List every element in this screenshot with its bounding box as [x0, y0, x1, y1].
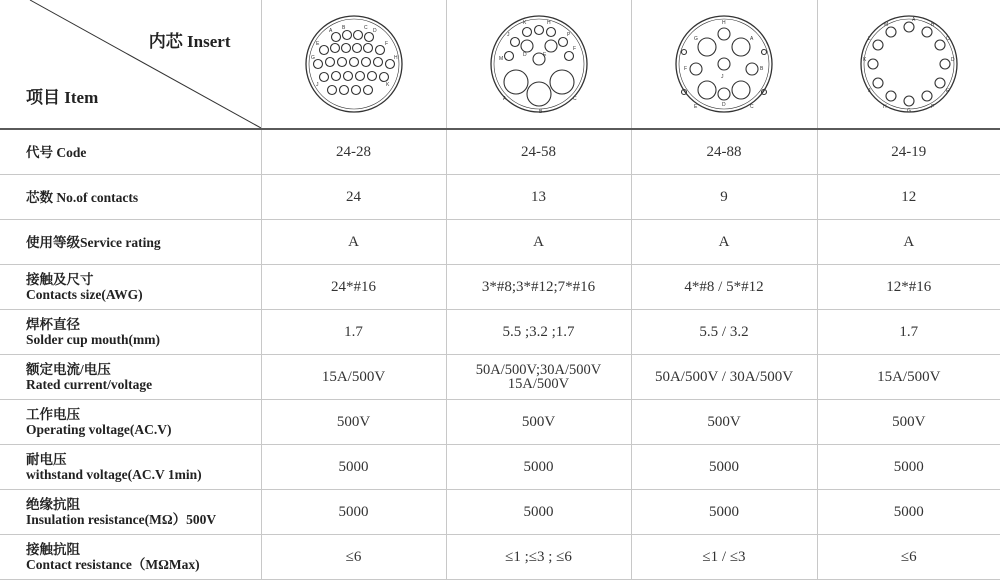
- svg-text:J: J: [315, 82, 318, 88]
- insert-diagram-24-88: [631, 0, 817, 129]
- insert-header-label: 内芯 Insert: [148, 32, 231, 51]
- row-label: 焊杯直径 Solder cup mouth(mm): [0, 310, 261, 355]
- table-cell: 12: [817, 175, 1000, 220]
- svg-text:F: F: [684, 66, 688, 72]
- connector-face-icon: [672, 12, 776, 116]
- svg-text:J: J: [506, 32, 509, 38]
- table-cell: 13: [446, 175, 631, 220]
- table-cell: 5.5 / 3.2: [631, 310, 817, 355]
- table-cell: 1.7: [261, 310, 446, 355]
- svg-text:A: A: [750, 36, 754, 42]
- table-row: [0, 220, 1000, 265]
- table-cell: 5000: [817, 490, 1000, 535]
- svg-text:C: C: [750, 104, 754, 110]
- connector-face-icon: [302, 12, 406, 116]
- header-row: [0, 0, 1000, 129]
- row-label: 芯数 No.of contacts: [0, 175, 261, 220]
- svg-text:M: M: [498, 56, 503, 62]
- table-row: [0, 265, 1000, 310]
- svg-text:E: E: [945, 88, 950, 94]
- table-row: [0, 535, 1000, 580]
- svg-text:J: J: [721, 74, 724, 80]
- table-cell: 5000: [261, 445, 446, 490]
- table-cell: A: [446, 220, 631, 265]
- svg-text:B: B: [538, 109, 542, 115]
- diagonal-divider: [0, 0, 261, 128]
- svg-text:H: H: [393, 55, 398, 61]
- row-label: 绝缘抗阻 Insulation resistance(MΩ）500V: [0, 490, 261, 535]
- row-label: 接触抗阻 Contact resistance（MΩMax): [0, 535, 261, 580]
- table-cell: A: [631, 220, 817, 265]
- table-cell: 500V: [631, 400, 817, 445]
- svg-text:B: B: [341, 25, 345, 31]
- table-row: [0, 310, 1000, 355]
- table-cell: 12*#16: [817, 265, 1000, 310]
- table-row: [0, 445, 1000, 490]
- svg-text:M: M: [883, 22, 888, 28]
- svg-text:A: A: [328, 28, 332, 34]
- svg-text:D: D: [372, 28, 377, 34]
- svg-text:G: G: [310, 55, 315, 61]
- table-cell: 9: [631, 175, 817, 220]
- table-cell: 24-58: [446, 129, 631, 175]
- row-label: 耐电压 withstand voltage(AC.V 1min): [0, 445, 261, 490]
- item-header-label: 项目 Item: [26, 88, 99, 107]
- svg-text:D: D: [722, 102, 726, 108]
- table-cell: 5000: [261, 490, 446, 535]
- table-row: [0, 175, 1000, 220]
- svg-text:F: F: [930, 104, 934, 110]
- table-cell: A: [261, 220, 446, 265]
- svg-text:K: K: [862, 57, 867, 63]
- svg-text:L: L: [867, 36, 871, 42]
- insert-diagram-24-19: [817, 0, 1000, 129]
- svg-text:K: K: [522, 20, 526, 26]
- table-cell: ≤1 ;≤3 ; ≤6: [446, 535, 631, 580]
- row-label: 代号 Code: [0, 129, 261, 175]
- row-label: 额定电流/电压 Rated current/voltage: [0, 355, 261, 400]
- svg-text:E: E: [315, 41, 319, 47]
- svg-text:C: C: [363, 25, 368, 31]
- row-label: 接触及尺寸 Contacts size(AWG): [0, 265, 261, 310]
- table-cell: 500V: [446, 400, 631, 445]
- table-cell: 24-88: [631, 129, 817, 175]
- table-cell: ≤6: [817, 535, 1000, 580]
- svg-text:F: F: [572, 46, 576, 52]
- svg-text:A: A: [502, 96, 506, 102]
- table-cell: 500V: [261, 400, 446, 445]
- table-cell: 1.7: [817, 310, 1000, 355]
- table-row: [0, 129, 1000, 175]
- svg-text:D: D: [950, 57, 955, 63]
- table-cell: 5.5 ;3.2 ;1.7: [446, 310, 631, 355]
- svg-text:G: G: [906, 108, 911, 114]
- connector-face-icon: [487, 12, 591, 116]
- table-cell: A: [817, 220, 1000, 265]
- table-cell: 4*#8 / 5*#12: [631, 265, 817, 310]
- svg-text:B: B: [930, 22, 935, 28]
- table-cell: 15A/500V: [817, 355, 1000, 400]
- svg-text:E: E: [542, 52, 546, 58]
- table-cell: ≤6: [261, 535, 446, 580]
- svg-text:A: A: [911, 17, 916, 23]
- svg-text:F: F: [384, 41, 388, 47]
- table-cell: 50A/500V / 30A/500V: [631, 355, 817, 400]
- svg-text:D: D: [522, 52, 527, 58]
- table-row: [0, 400, 1000, 445]
- table-cell: 5000: [446, 490, 631, 535]
- table-cell: 5000: [817, 445, 1000, 490]
- svg-text:E: E: [694, 104, 698, 110]
- table-cell: 500V: [817, 400, 1000, 445]
- table-cell: 24: [261, 175, 446, 220]
- table-cell: ≤1 / ≤3: [631, 535, 817, 580]
- insert-diagram-24-58: [446, 0, 631, 129]
- svg-text:G: G: [694, 36, 698, 42]
- table-cell: 5000: [446, 445, 631, 490]
- row-label: 使用等级Service rating: [0, 220, 261, 265]
- table-cell: 5000: [631, 445, 817, 490]
- svg-text:H: H: [546, 20, 551, 26]
- svg-text:H: H: [882, 104, 887, 110]
- connector-face-icon: [857, 12, 961, 116]
- table-cell: 50A/500V;30A/500V 15A/500V: [446, 355, 631, 400]
- svg-text:J: J: [867, 88, 871, 94]
- table-cell: 24-19: [817, 129, 1000, 175]
- svg-text:C: C: [945, 36, 950, 42]
- svg-text:K: K: [385, 82, 389, 88]
- row-label: 工作电压 Operating voltage(AC.V): [0, 400, 261, 445]
- svg-text:C: C: [572, 96, 577, 102]
- insert-diagram-24-28: [261, 0, 446, 129]
- corner-cell: [0, 0, 261, 129]
- table-cell: 5000: [631, 490, 817, 535]
- table-cell: 15A/500V: [261, 355, 446, 400]
- table-row: [0, 490, 1000, 535]
- svg-text:P: P: [566, 32, 570, 38]
- svg-text:H: H: [722, 20, 726, 26]
- table-cell: 3*#8;3*#12;7*#16: [446, 265, 631, 310]
- table-cell: 24-28: [261, 129, 446, 175]
- table-row: [0, 355, 1000, 400]
- svg-text:B: B: [760, 66, 764, 72]
- table-cell: 24*#16: [261, 265, 446, 310]
